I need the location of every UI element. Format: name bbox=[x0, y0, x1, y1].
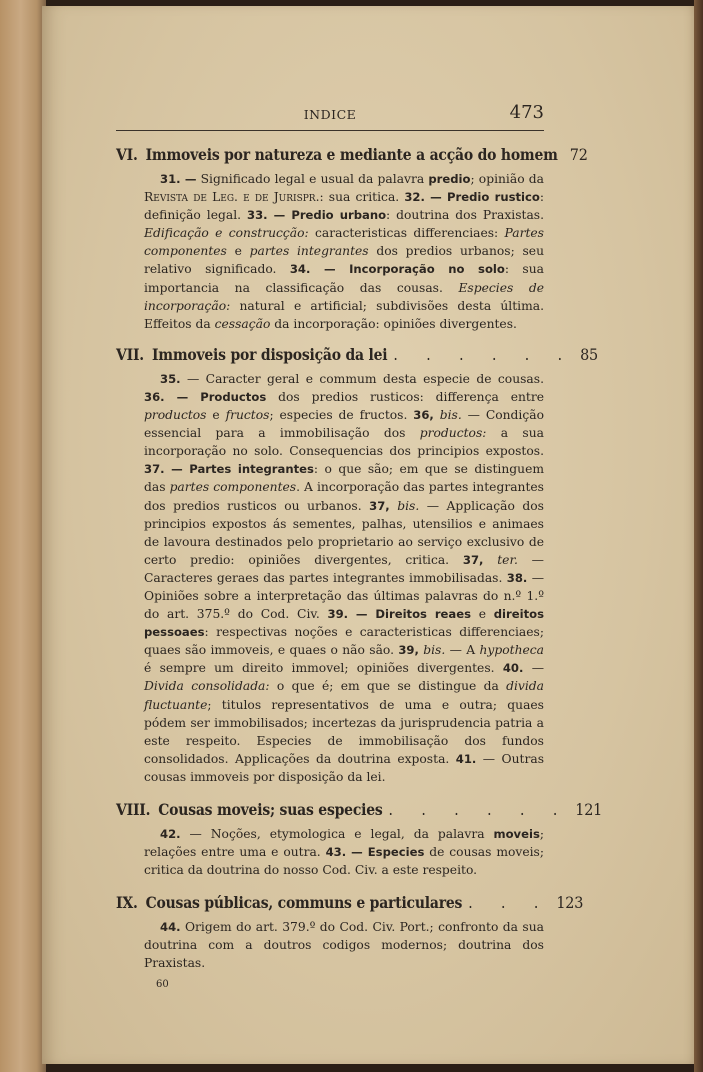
book-spine bbox=[0, 0, 46, 1072]
section-page: 121 bbox=[575, 800, 603, 819]
leader-dots: . . . . . . bbox=[388, 801, 570, 819]
section-heading-vi bbox=[116, 145, 588, 164]
section-heading-ix bbox=[116, 893, 584, 913]
section-title: Cousas moveis; suas especies bbox=[158, 800, 383, 819]
section-title: Immoveis por disposição da lei bbox=[151, 344, 388, 364]
section-numeral: VI. bbox=[116, 145, 138, 164]
section-page: 72 bbox=[569, 145, 588, 164]
section-title: Immoveis por natureza e mediante a acção do homem bbox=[145, 145, 558, 164]
paragraph-ix: 44. Origem do art. 379.º do Cod. Civ. Port.; confronto da sua doutrina com a doutros codigos modernos; doutrina dos Praxistas. bbox=[144, 920, 544, 971]
section-title: Cousas públicas, communs e particulares bbox=[145, 893, 463, 913]
leader-dots: . . . . . . bbox=[393, 345, 575, 364]
section-numeral: IX. bbox=[116, 893, 138, 913]
paragraph-viii: 42. — Noções, etymologica e legal, da palavra moveis; relações entre uma e outra. 43. — Especies de cousas moveis; critica da doutrina do nosso Cod. Civ. a este respeito. bbox=[144, 827, 544, 878]
paragraph-vii: 35. — Caracter geral e commum desta especie de cousas. 36. — Productos dos predios rusticos: differença entre productos e fructos; especies de fructos. 36, bis. — Condição essencial para a immobilisação dos productos: a sua incorporação no solo. Consequencias dos principios expostos. 37. — Partes integrantes: o que são; em que se distinguem das partes componentes. A incorporação das partes integrantes dos predios rusticos ou urbanos. 37, bis. — Applicação dos principios expostos ás sementes, palhas, utensilios e animaes de lavoura destinados pelo proprietario ao serviço exclusivo de certo predio: opiniões divergentes, critica. 37, ter. — Caracteres geraes das partes integrantes immobilisadas. 38. — Opiniões sobre a interpretação das últimas palavras do n.º 1.º do art. 375.º do Cod. Civ. 39. — Direitos reaes e direitos pessoaes: respectivas noções e caracteristicas differenciaes; quaes são immoveis, e quaes o não são. 39, bis. — A hypotheca é sempre um direito immovel; opiniões divergentes. 40. — Divida consolidada: o que é; em que se distingue da divida fluctuante; titulos representativos de uma e outra; quaes pódem ser immobilisados; incertezas da jurisprudencia patria a este respeito. Especies de immobilisação dos fundos consolidados. Applicações da doutrina exposta. 41. — Outras cousas immoveis por disposição da lei. bbox=[144, 371, 545, 784]
signature-mark: 60 bbox=[156, 978, 169, 990]
section-page: 123 bbox=[556, 893, 584, 913]
section-heading-vii bbox=[116, 344, 599, 364]
section-page: 85 bbox=[580, 344, 599, 364]
page-number: 473 bbox=[509, 102, 544, 123]
header-title: INDICE bbox=[303, 107, 357, 122]
section-numeral: VIII. bbox=[116, 800, 151, 819]
running-header bbox=[116, 100, 544, 131]
page-edge bbox=[694, 0, 703, 1072]
index-content bbox=[116, 100, 603, 990]
section-heading-viii bbox=[116, 800, 603, 819]
leader-dots: . . . bbox=[468, 894, 551, 913]
section-numeral: VII. bbox=[116, 344, 144, 364]
paragraph-vi: 31. — Significado legal e usual da palavra predio; opinião da Revista de Leg. e de Jurispr.: sua critica. 32. — Predio rustico: definição legal. 33. — Predio urbano: doutrina dos Praxistas. Edificação e construcção: caracteristicas differenciaes: Partes componentes e partes integrantes dos predios urbanos; seu relativo significado. 34. — Incorporação no solo: sua importancia na classificação das cousas. Especies de incorporação: natural e artificial; subdivisões desta última. Effeitos da cessação da incorporação: opiniões divergentes. bbox=[144, 172, 545, 331]
